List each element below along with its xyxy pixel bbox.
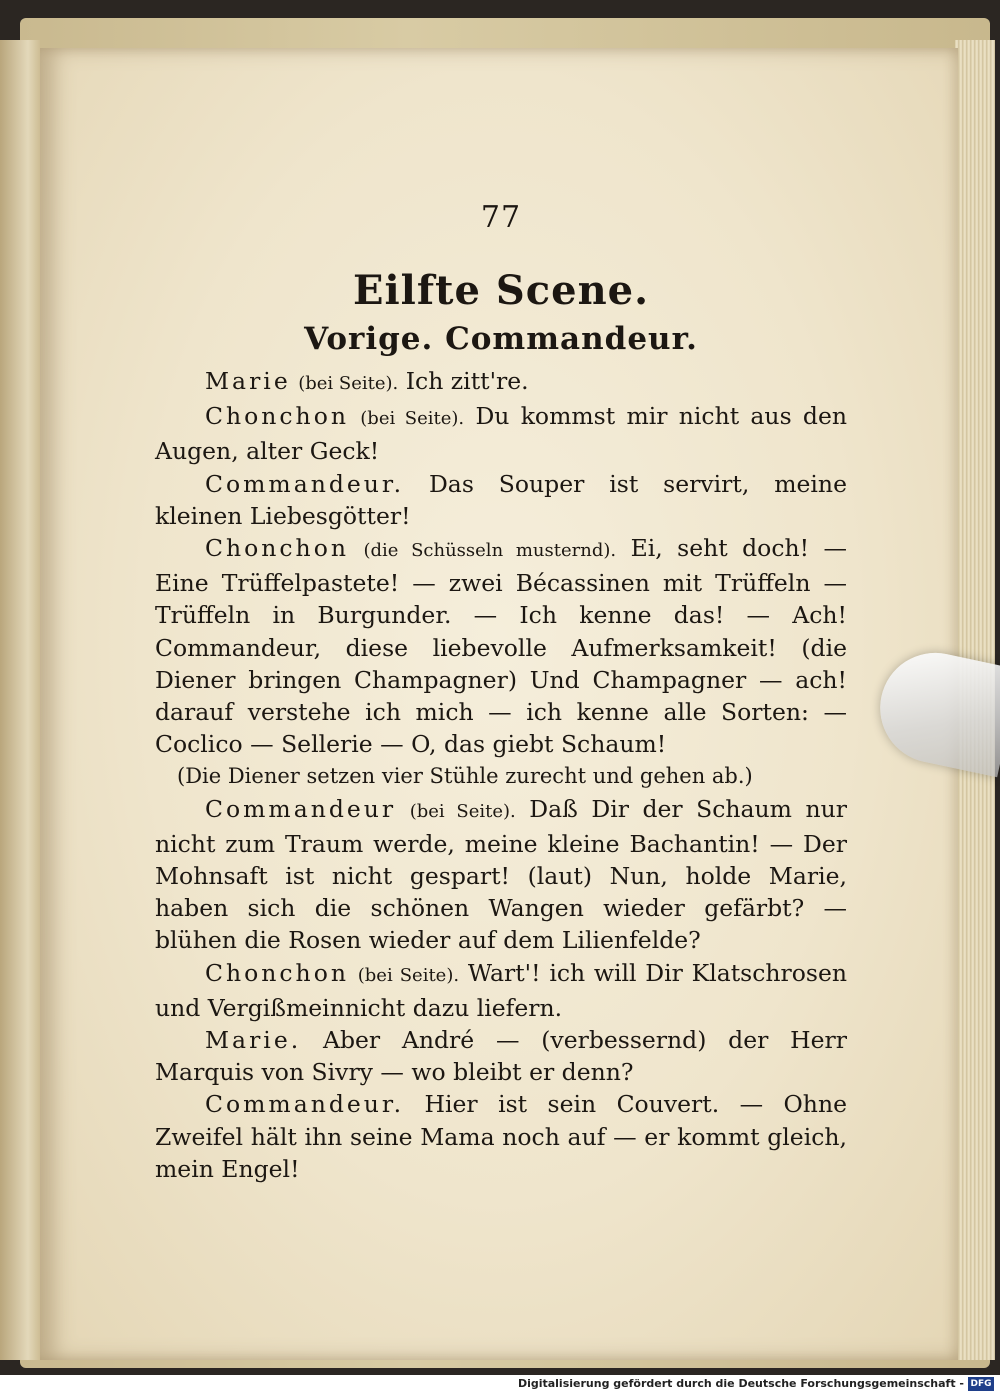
scene-title: Eilfte Scene.: [352, 267, 650, 314]
dfg-logo-icon: DFG: [968, 1377, 994, 1391]
page-content: [155, 200, 847, 1185]
speaker-name: Commandeur.: [205, 1090, 405, 1119]
dialogue-text: Wart'! ich will Dir Klatschrosen und Vergißmeinnicht dazu liefern.: [155, 958, 848, 1022]
left-page-edge: [0, 40, 40, 1360]
dialogue-paragraph: [155, 793, 847, 957]
dialogue-body: [155, 365, 847, 1185]
speaker-name: Chonchon: [205, 402, 349, 431]
speaker-name: Marie.: [205, 1026, 302, 1055]
dialogue-paragraph: [155, 1088, 847, 1185]
speaker-name: Commandeur.: [205, 469, 405, 498]
footer-credit: Digitalisierung gefördert durch die Deutsche Forschungsgemeinschaft -: [517, 1377, 964, 1390]
dialogue-paragraph: [155, 957, 847, 1024]
speaker-name: Chonchon: [205, 958, 349, 987]
page-number: 77: [480, 200, 522, 235]
stage-note: (bei Seite).: [409, 800, 516, 822]
dialogue-text: Ich zitt're.: [405, 367, 529, 395]
dialogue-paragraph: [155, 532, 847, 760]
speaker-name: Commandeur: [205, 794, 397, 823]
speaker-name: Marie: [205, 367, 291, 395]
dialogue-text: Daß Dir der Schaum nur nicht zum Traum werde, meine kleine Bachantin! — Der Mohnsaft ist nicht gespart! (laut) Nun, holde Marie, haben sich die schönen Wangen wieder gefärbt? — blühen die Rosen wieder auf dem Lilienfelde?: [155, 794, 847, 955]
dialogue-paragraph: [155, 1024, 847, 1088]
dialogue-text: Das Souper ist servirt, meine kleinen Liebesgötter!: [155, 469, 847, 530]
stage-note: (bei Seite).: [357, 964, 460, 986]
speaker-name: Chonchon: [205, 534, 349, 563]
dialogue-text: (Die Diener setzen vier Stühle zurecht und gehen ab.): [177, 764, 753, 789]
dialogue-text: Aber André — (verbessernd) der Herr Marquis von Sivry — wo bleibt er denn?: [155, 1026, 847, 1087]
stage-note: (die Schüsseln musternd).: [363, 540, 617, 562]
dialogue-text: Du kommst mir nicht aus den Augen, alter Geck!: [155, 402, 847, 466]
dialogue-text: Hier ist sein Couvert. — Ohne Zweifel hält ihn seine Mama noch auf — er kommt gleich, mein Engel!: [155, 1090, 847, 1183]
stage-note: (bei Seite).: [298, 373, 399, 394]
dialogue-paragraph: [155, 468, 847, 532]
dialogue-paragraph: [155, 365, 847, 400]
stage-note: (bei Seite).: [360, 408, 465, 430]
scene-characters: Vorige. Commandeur.: [304, 321, 698, 357]
stage-direction: [155, 760, 847, 792]
dialogue-paragraph: [155, 400, 847, 467]
dialogue-text: Ei, seht doch! — Eine Trüffelpastete! — zwei Bécassinen mit Trüffeln — Trüffeln in Burgunder. — Ich kenne das! — Ach! Commandeur, diese liebevolle Aufmerksamkeit! (die Diener bringen Champagner) Und Champagner — ach! darauf verstehe ich mich — ich kenne alle Sorten: — Coclico — Sellerie — O, das giebt Schaum!: [155, 534, 847, 759]
